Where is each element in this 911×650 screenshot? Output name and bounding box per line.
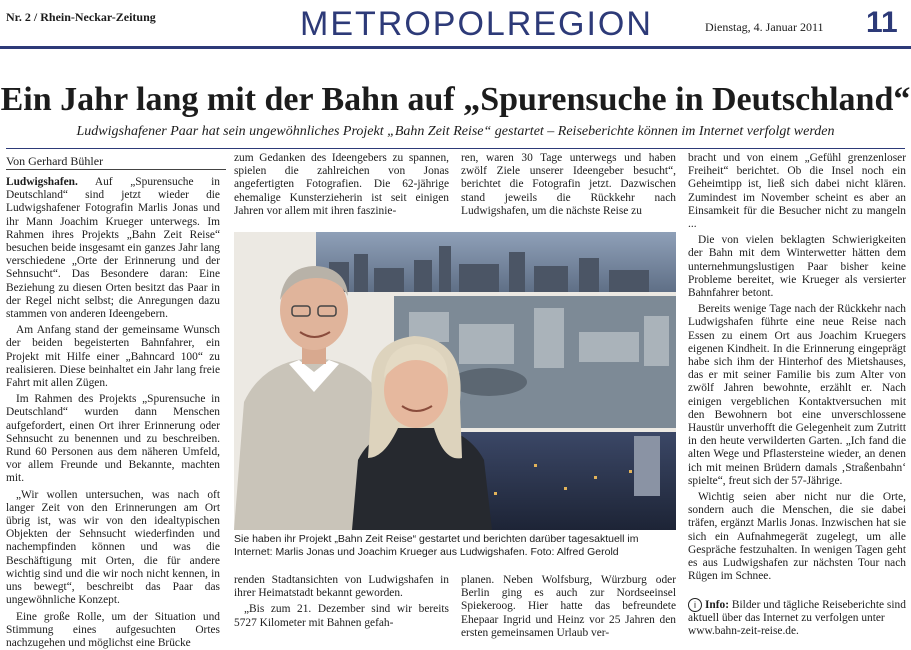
subheadline-rule: [6, 148, 905, 149]
article-column-3: [461, 152, 676, 232]
issue-date: Dienstag, 4. Januar 2011: [705, 20, 824, 35]
paragraph: „Bis zum 21. Dezember sind wir bereits 5727 Kilometer mit Bahnen gefah-: [234, 603, 449, 629]
section-title: METROPOLREGION: [300, 4, 630, 44]
article-photo: [234, 232, 676, 530]
byline: Von Gerhard Bühler: [6, 154, 103, 169]
byline-rule: [6, 169, 226, 170]
paragraph: Bereits wenige Tage nach der Rückkehr nach Ludwigshafen führte eine neue Reise nach Essen zu einem Ort aus Joachim Kruegers eigenen Kindheit. In die Erinnerung eingeprägt habe sich ihm der Hinterhof des Mietshauses, das er mit seiner Familie bis zum Alter von zwölf Jahren bewohnte, erzählt er. Nach einigen vergeblichen Kontaktversuchen mit den Bewohnern bot eine unverschlossene Haustür unverhofft die Gelegenheit zum Zutritt in den heute verwilderten Garten. „Ich fand die alten Wege und Pflastersteine wieder, an denen ich mit meinen Brüdern damals ‚Straßenbahn‘ spielte“, freut sich der 57-Jährige.: [688, 303, 906, 488]
article-column-4: [688, 152, 906, 592]
headline: Ein Jahr lang mit der Bahn auf „Spurensuche in Deutschland“: [0, 80, 911, 120]
header-rule: [0, 46, 911, 49]
info-icon: i: [688, 598, 702, 612]
couple-photo-illustration: [234, 232, 676, 530]
subheadline: Ludwigshafener Paar hat sein ungewöhnliches Projekt „Bahn Zeit Reise“ gestartet – Reiseberichte können im Internet verfolgt werden: [0, 124, 911, 140]
page-number: 11: [866, 6, 898, 40]
paragraph: Im Rahmen des Projekts „Spurensuche in Deutschland“ wurden dann Menschen aufgefordert, einen Ort ihrer Erinnerung oder Sehnsucht zu benennen und zu beschreiben. Rund 60 Personen aus dem näheren Umfeld, vor allem Freunde und Bekannte, machten mit.: [6, 393, 220, 485]
header-left: Nr. 2 / Rhein-Neckar-Zeitung: [6, 10, 156, 25]
paragraph: Die von vielen beklagten Schwierigkeiten der Bahn mit dem Winterwetter hätten dem unternehmungslustigen Paar bisher keine Probleme bereitet, wie Krueger als versierter Bahnfahrer betont.: [688, 234, 906, 300]
paragraph: Am Anfang stand der gemeinsame Wunsch der beiden begeisterten Bahnfahrer, ein Projekt mit Hilfe einer „Bahncard 100“ zu realisieren. Diese beinhaltet ein Jahr lang freie Fahrt mit allen Zügen.: [6, 324, 220, 390]
paragraph: ren, waren 30 Tage unterwegs und haben zwölf Ziele unserer Ideengeber besucht“, berichtet die Fotografin jetzt. Dazwischen stand jeweils die Rückkehr nach Ludwigshafen, um die nächste Reise zu: [461, 152, 676, 218]
paragraph: renden Stadtansichten von Ludwigshafen in ihrer Heimatstadt bekannt geworden.: [234, 574, 449, 600]
info-text: Bilder und tägliche Reiseberichte sind aktuell über das Internet zu verfolgen unter www.bahn-zeit-reise.de.: [688, 599, 906, 637]
article-column-2-continued: [234, 574, 449, 642]
article-column-3-continued: [461, 574, 676, 642]
paragraph: „Wir wollen untersuchen, was nach oft langer Zeit von den Erinnerungen am Ort übrig ist, was wir von den idealtypischen Objekten der Sehnsucht wiederfinden und nachempfinden können und was die Beschäftigung mit Orten, die für andere wichtig sind und die wir noch nicht kennen, in uns bewegt“, beschreibt das Paar das ungewöhnliche Konzept.: [6, 489, 220, 608]
info-label: Info:: [705, 599, 729, 611]
paragraph: Ludwigshafen. Auf „Spurensuche in Deutschland“ sind jetzt wieder die Ludwigshafener Fotografin Marlis Jonas und ihr Mann Joachim Krueger unterwegs. Im Rahmen ihres Projekts „Bahn Zeit Reise“ besuchen beide insgesamt ein ganzes Jahr lang verschiedene „Orte der Erinnerung und der Sehnsucht“. Das Besondere daran: Eine Beziehung zu diesen Orten besitzt das Paar in der Regel nicht selbst; die Anregungen dazu stammen von anderen Ideengebern.: [6, 176, 220, 321]
article-column-1: [6, 176, 220, 642]
photo-caption: Sie haben ihr Projekt „Bahn Zeit Reise“ gestartet und berichten darüber tagesaktuell im Internet: Marlis Jonas und Joachim Krueger aus Ludwigshafen. Foto: Alfred Gerold: [234, 533, 676, 559]
paragraph: bracht und von einem „Gefühl grenzenloser Freiheit“ berichtet. Ob die Insel noch ein Geheimtipp ist, ließ sich dabei nicht klären. Zumindest im November scheint es aber an Einsamkeit für die Besucher nicht zu mangeln ...: [688, 152, 906, 231]
paragraph: planen. Neben Wolfsburg, Würzburg oder Berlin ging es auch zur Nordseeinsel Spiekeroog. Hier hatte das befreundete Ehepaar Ingrid und Heinz vor 25 Jahren den ersten gemeinsamen Urlaub ver-: [461, 574, 676, 640]
article-column-2: [234, 152, 449, 232]
paragraph: zum Gedanken des Ideengebers zu spannen, spielen die zahlreichen von Jonas angefertigten Fotografien. Die 62-jährige ehemalige Kunsterzieherin ist seit einigen Jahren vor allem mit ihren faszinie-: [234, 152, 449, 218]
paragraph: Eine große Rolle, um der Situation und Stimmung eines aufgesuchten Ortes nachzugehen und möglichst eine Brücke: [6, 611, 220, 650]
dateline: Ludwigshafen.: [6, 176, 78, 188]
paragraph: Wichtig seien aber nicht nur die Orte, sondern auch die Menschen, die sie dabei träfen, ergänzt Marlis Jonas. Inzwischen hat sie sich ein Aufnahmegerät zugelegt, um alle Gespräche festzuhalten. In wenigen Tagen geht es aus Ludwigshafen zur nächsten Tour nach Rügen im Schnee.: [688, 491, 906, 583]
info-box: [688, 598, 906, 639]
